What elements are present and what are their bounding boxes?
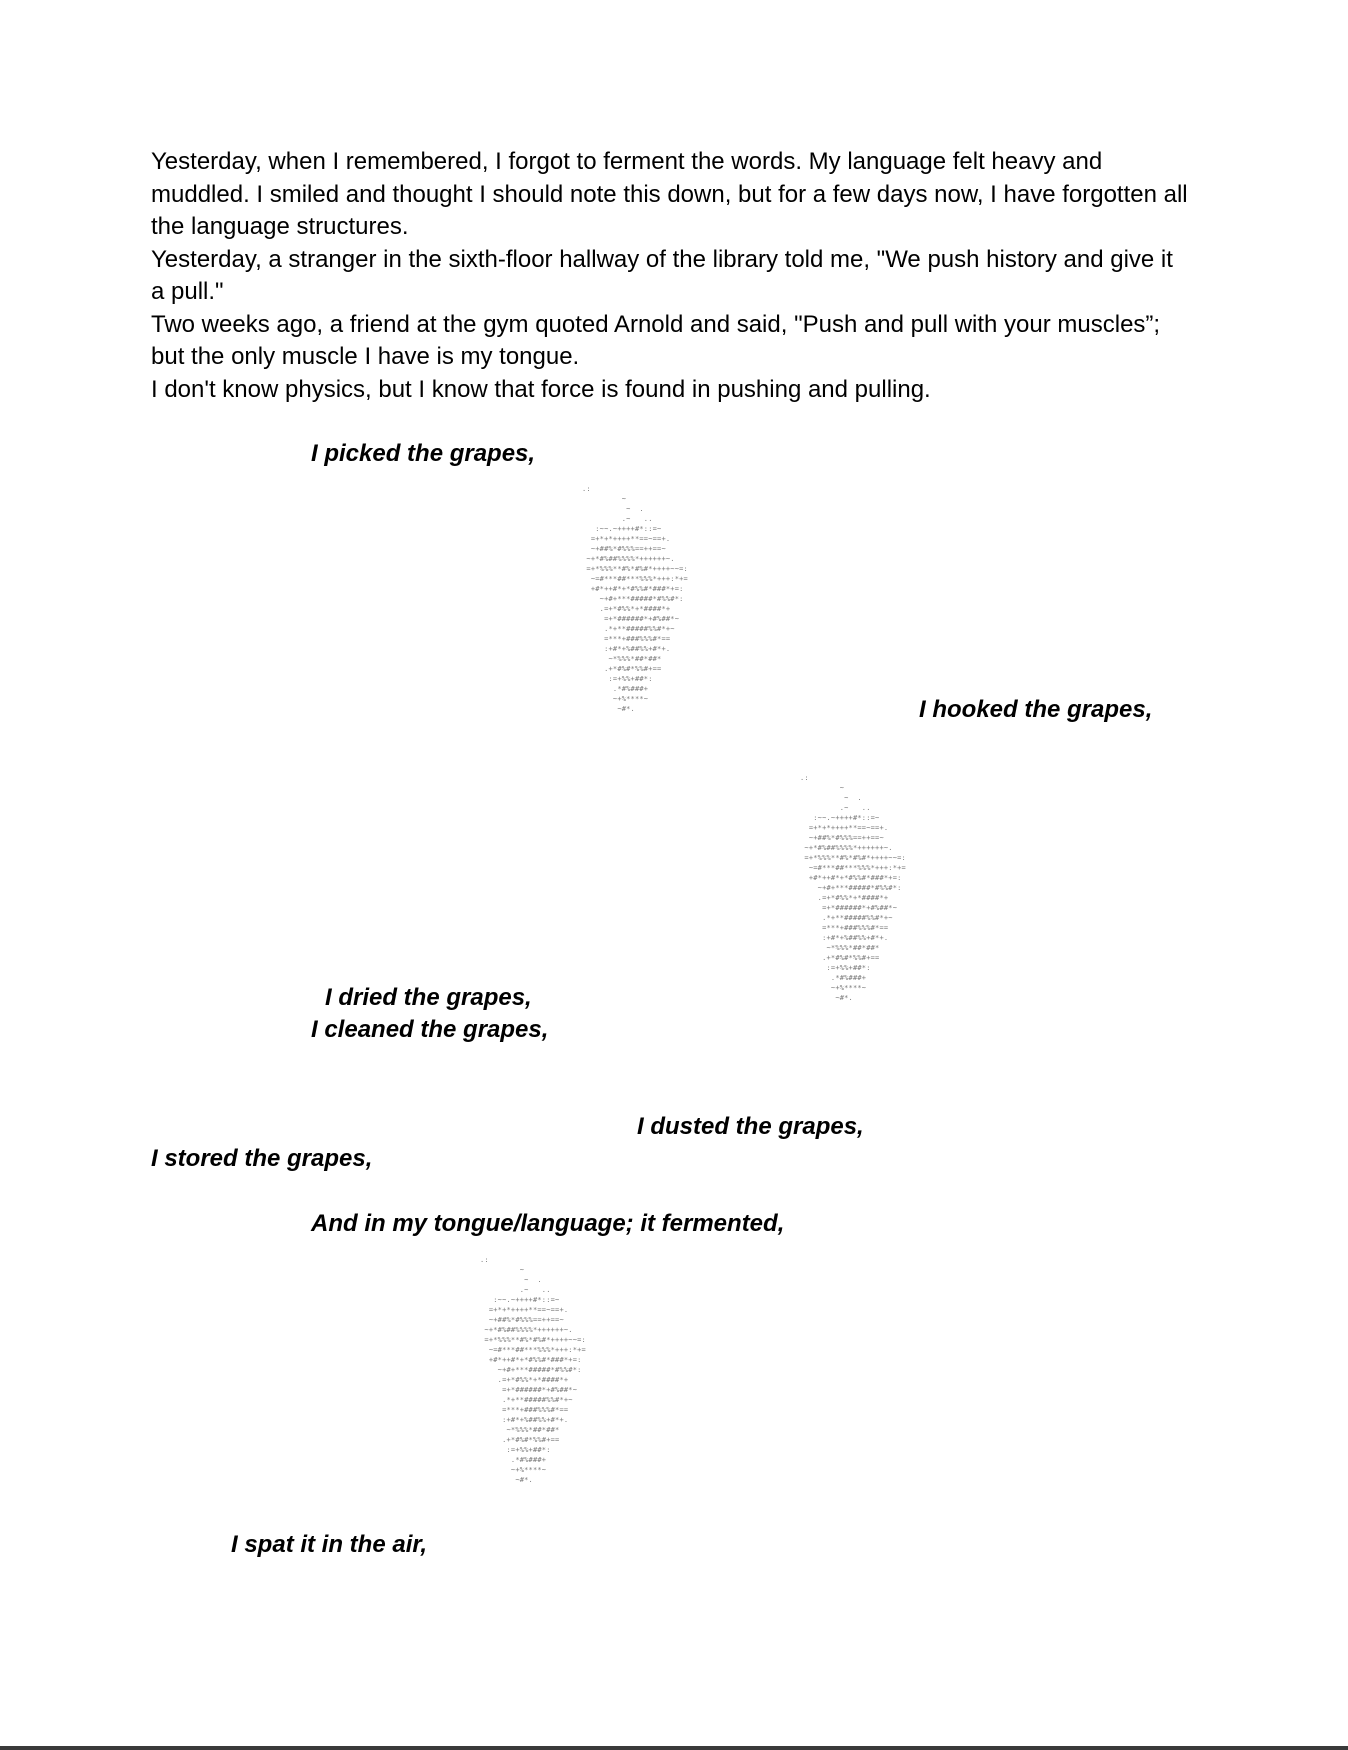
poem-line-dusted: I dusted the grapes, bbox=[637, 1113, 864, 1140]
grape-bunch-ascii-art-3: .: ~ ~ . .~ .. :~~.~++++#*::=~ =+*+*++++**==~==+. ~+##%*#%%%==++==~ ~+*#%##%%%%*++++++~. =+*%%%**#%*#%#*++++~~=: ~=#***##***%%%*+++:*+= +#*++#*+*#%%#*###*+=: ~+#+***#####*#%%#*: .=+*#%%*+*####*+ =+*######*+#%##*~ .*+**#####%%#*+~ =***+###%%%#*== :+#*+%##%%+#*+. ~*%%%*##*##* .+*#%#*%%#+== :=+%%+##*: .*#%###+ ~+%****~ ~#*. bbox=[480, 1256, 586, 1484]
intro-paragraph: I don't know physics, but I know that force is found in pushing and pulling. bbox=[151, 375, 931, 403]
intro-paragraph: Yesterday, a stranger in the sixth-floor hallway of the library told me, "We push history and give it a pull." bbox=[151, 245, 1173, 305]
poem-line-hooked: I hooked the grapes, bbox=[919, 696, 1153, 723]
intro-prose bbox=[151, 146, 1191, 406]
poem-line-stored: I stored the grapes, bbox=[151, 1145, 373, 1172]
intro-paragraph: Two weeks ago, a friend at the gym quoted Arnold and said, "Push and pull with your muscles”; but the only muscle I have is my tongue. bbox=[151, 310, 1161, 370]
intro-paragraph: Yesterday, when I remembered, I forgot to ferment the words. My language felt heavy and muddled. I smiled and thought I should note this down, but for a few days now, I have forgotten all the language structures. bbox=[151, 148, 1188, 240]
page-bottom-border bbox=[0, 1746, 1348, 1750]
poem-line-spat: I spat it in the air, bbox=[231, 1531, 428, 1558]
poem-line-cleaned: I cleaned the grapes, bbox=[311, 1016, 549, 1043]
poem-line-picked: I picked the grapes, bbox=[311, 440, 536, 467]
grape-bunch-ascii-art-2: .: ~ ~ . .~ .. :~~.~++++#*::=~ =+*+*++++**==~==+. ~+##%*#%%%==++==~ ~+*#%##%%%%*++++++~. =+*%%%**#%*#%#*++++~~=: ~=#***##***%%%*+++:*+= +#*++#*+*#%%#*###*+=: ~+#+***#####*#%%#*: .=+*#%%*+*####*+ =+*######*+#%##*~ .*+**#####%%#*+~ =***+###%%%#*== :+#*+%##%%+#*+. ~*%%%*##*##* .+*#%#*%%#+== :=+%%+##*: .*#%###+ ~+%****~ ~#*. bbox=[800, 774, 906, 1002]
poem-line-dried: I dried the grapes, bbox=[325, 984, 532, 1011]
grape-bunch-ascii-art-1: .: ~ ~ . .~ .. :~~.~++++#*::=~ =+*+*++++**==~==+. ~+##%*#%%%==++==~ ~+*#%##%%%%*++++++~. =+*%%%**#%*#%#*++++~~=: ~=#***##***%%%*+++:*+= +#*++#*+*#%%#*###*+=: ~+#+***#####*#%%#*: .=+*#%%*+*####*+ =+*######*+#%##*~ .*+**#####%%#*+~ =***+###%%%#*== :+#*+%##%%+#*+. ~*%%%*##*##* .+*#%#*%%#+== :=+%%+##*: .*#%###+ ~+%****~ ~#*. bbox=[582, 485, 688, 713]
poem-line-fermented: And in my tongue/language; it fermented, bbox=[311, 1210, 785, 1237]
